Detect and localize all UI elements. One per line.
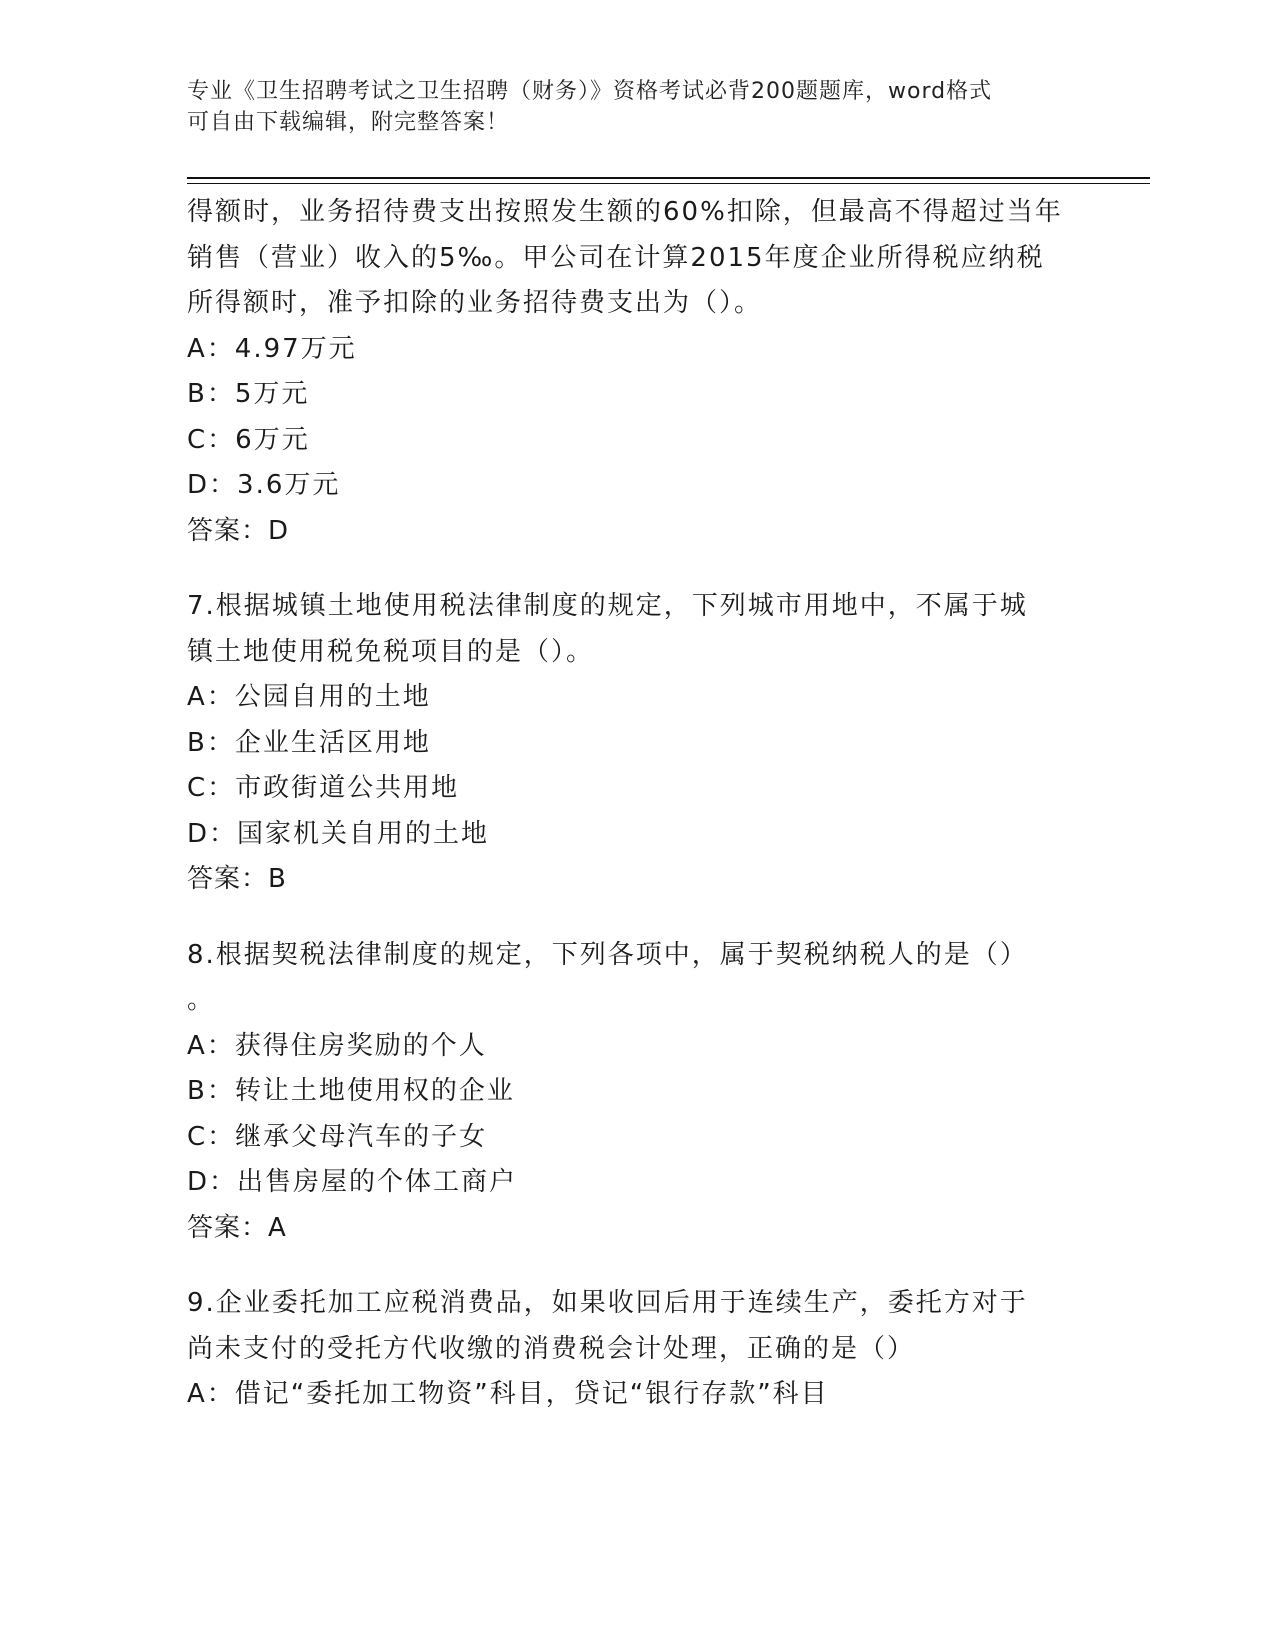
question-text: 8.根据契税法律制度的规定，下列各项中，属于契税纳税人的是（） bbox=[187, 939, 1028, 970]
question-9 bbox=[187, 1281, 1087, 1418]
header-title-line-1: 专业《卫生招聘考试之卫生招聘（财务）》资格考试必背200题题库，word格式 bbox=[187, 79, 993, 104]
option-c: C：市政街道公共用地 bbox=[187, 773, 460, 803]
option-c: C：继承父母汽车的子女 bbox=[187, 1121, 488, 1152]
option-a: A：获得住房奖励的个人 bbox=[187, 1030, 487, 1061]
option-d: D：出售房屋的个体工商户 bbox=[187, 1167, 518, 1197]
question-text: 销售（营业）收入的5‰。甲公司在计算2015年度企业所得税应纳税 bbox=[187, 242, 1045, 273]
question-text: 尚未支付的受托方代收缴的消费税会计处理，正确的是（） bbox=[187, 1333, 916, 1364]
option-b: B：企业生活区用地 bbox=[187, 727, 431, 758]
option-b: B：5万元 bbox=[187, 379, 310, 409]
option-c: C：6万元 bbox=[187, 424, 310, 455]
question-text: 。 bbox=[187, 985, 216, 1015]
question-text: 得额时，业务招待费支出按照发生额的60%扣除，但最高不得超过当年 bbox=[187, 197, 1063, 227]
question-6 bbox=[187, 190, 1087, 554]
answer: 答案：A bbox=[187, 1212, 287, 1243]
spacer bbox=[187, 554, 1087, 584]
option-a: A：借记“委托加工物资”科目，贷记“银行存款”科目 bbox=[187, 1379, 829, 1409]
question-list bbox=[187, 190, 1087, 1418]
question-text: 9.企业委托加工应税消费品，如果收回后用于连续生产，委托方对于 bbox=[187, 1288, 1028, 1318]
header-divider-thick bbox=[187, 177, 1150, 179]
question-text: 镇土地使用税免税项目的是（）。 bbox=[187, 636, 595, 667]
spacer bbox=[187, 1251, 1087, 1281]
option-a: A：公园自用的土地 bbox=[187, 682, 431, 712]
question-7 bbox=[187, 584, 1087, 903]
option-d: D：3.6万元 bbox=[187, 470, 341, 500]
spacer bbox=[187, 903, 1087, 933]
option-a: A：4.97万元 bbox=[187, 333, 357, 364]
question-text: 7.根据城镇土地使用税法律制度的规定，下列城市用地中，不属于城 bbox=[187, 591, 1028, 621]
document-header bbox=[187, 76, 1087, 138]
question-text: 所得额时，准予扣除的业务招待费支出为（）。 bbox=[187, 288, 763, 318]
question-8 bbox=[187, 933, 1087, 1252]
answer: 答案：B bbox=[187, 864, 287, 894]
answer: 答案：D bbox=[187, 515, 290, 546]
header-divider-thin bbox=[187, 183, 1150, 184]
option-b: B：转让土地使用权的企业 bbox=[187, 1076, 515, 1106]
header-title-line-2: 可自由下载编辑，附完整答案！ bbox=[187, 110, 510, 135]
option-d: D：国家机关自用的土地 bbox=[187, 818, 490, 849]
